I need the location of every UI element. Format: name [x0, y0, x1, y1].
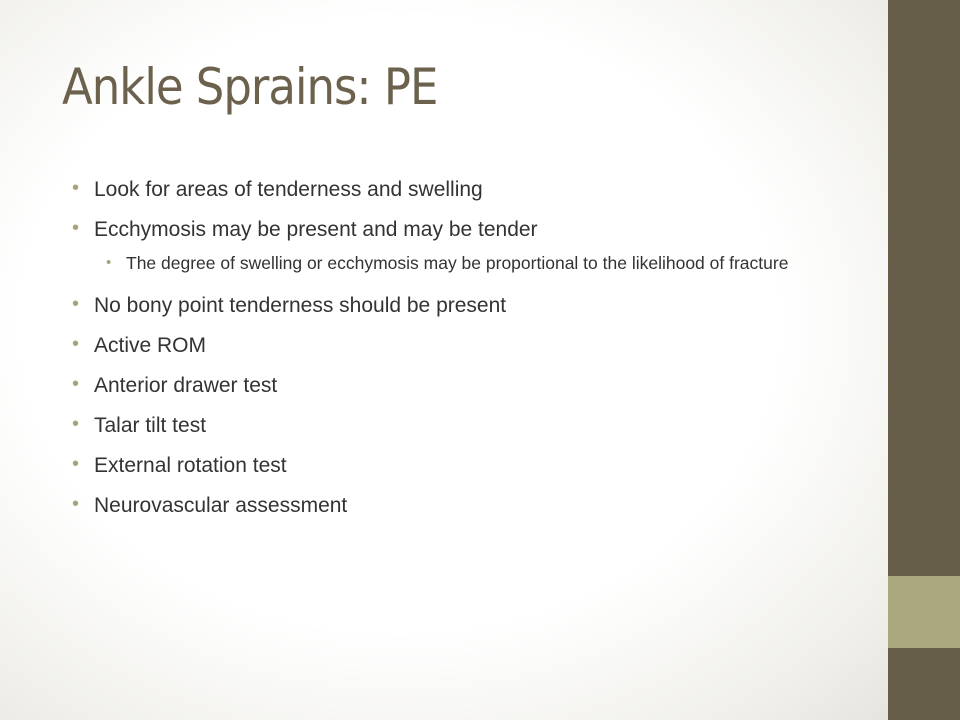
- bullet-item: [72, 406, 862, 446]
- bullet-marker: •: [72, 413, 80, 435]
- bullet-text: The degree of swelling or ecchymosis may be proportional to the likelihood of fracture: [126, 253, 789, 273]
- bullet-item: [72, 486, 862, 526]
- bullet-marker: •: [72, 373, 80, 395]
- slide-title: Ankle Sprains: PE: [62, 58, 438, 116]
- bullet-marker: •: [106, 254, 112, 271]
- bullet-marker: •: [72, 333, 80, 355]
- bullet-text: External rotation test: [94, 454, 287, 477]
- bullet-text: No bony point tenderness should be present: [94, 294, 507, 317]
- sidebar-middle-band: [888, 576, 960, 648]
- decorative-sidebar: [888, 0, 960, 720]
- bullet-text: Neurovascular assessment: [94, 494, 348, 517]
- bullet-marker: •: [72, 493, 80, 515]
- bullet-text: Talar tilt test: [94, 414, 207, 437]
- bullet-marker: •: [72, 453, 80, 475]
- bullet-list: [72, 170, 862, 526]
- bullet-text: Anterior drawer test: [94, 374, 278, 397]
- bullet-marker: •: [72, 177, 80, 199]
- bullet-text: Look for areas of tenderness and swelling: [94, 178, 483, 201]
- bullet-marker: •: [72, 293, 80, 315]
- bullet-text: Active ROM: [94, 334, 207, 357]
- sub-bullet-item: [72, 250, 862, 276]
- bullet-item: [72, 210, 862, 250]
- sidebar-top-band: [888, 0, 960, 576]
- bullet-item: [72, 326, 862, 366]
- bullet-item: [72, 286, 862, 326]
- bullet-item: [72, 446, 862, 486]
- bullet-text: Ecchymosis may be present and may be tender: [94, 218, 538, 241]
- bullet-item: [72, 170, 862, 210]
- sidebar-bottom-band: [888, 648, 960, 720]
- bullet-marker: •: [72, 217, 80, 239]
- bullet-item: [72, 366, 862, 406]
